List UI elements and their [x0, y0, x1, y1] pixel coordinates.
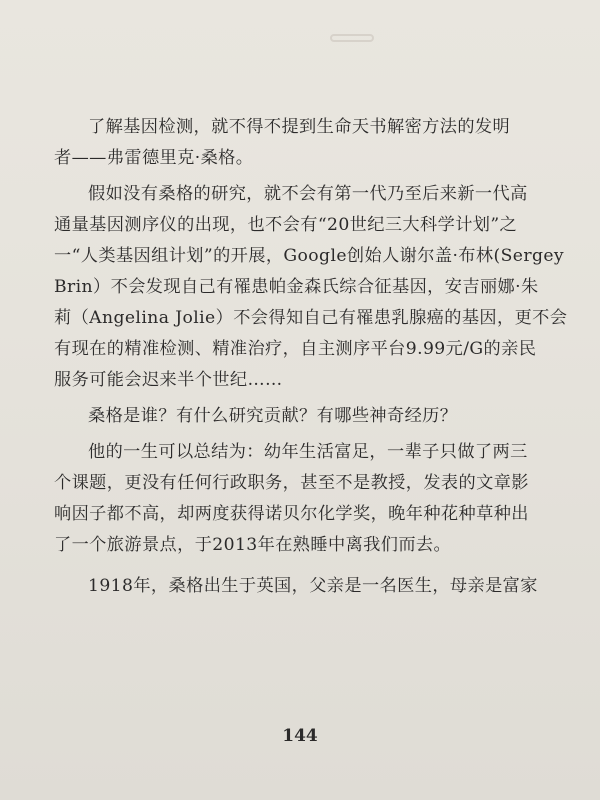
text-line: 一“人类基因组计划”的开展，Google创始人谢尔盖·布林(Sergey: [54, 246, 565, 266]
text-line: 了解基因检测，就不得不提到生命天书解密方法的发明: [88, 117, 511, 137]
text-line: 有现在的精准检测、精准治疗，自主测序平台9.99元/G的亲民: [54, 339, 537, 359]
text-line: 个课题，更没有任何行政职务，甚至不是教授，发表的文章影: [54, 473, 529, 493]
text-line: 了一个旅游景点，于2013年在熟睡中离我们而去。: [54, 535, 452, 555]
page-number: 144: [282, 726, 318, 746]
bleed-through-chapter-mark: [330, 34, 374, 42]
text-line: 响因子都不高，却两度获得诺贝尔化学奖，晚年种花种草种出: [54, 504, 529, 524]
paragraph: [54, 401, 574, 432]
paragraph: [54, 437, 574, 561]
paragraph: [54, 571, 574, 602]
text-line: 通量基因测序仪的出现，也不会有“20世纪三大科学计划”之: [54, 215, 518, 235]
text-line: 者——弗雷德里克·桑格。: [54, 148, 254, 168]
paragraph: [54, 179, 574, 396]
text-line: 他的一生可以总结为：幼年生活富足，一辈子只做了两三: [88, 442, 528, 462]
text-line: 1918年，桑格出生于英国，父亲是一名医生，母亲是富家: [88, 576, 538, 596]
paragraph: [54, 112, 574, 174]
text-line: 桑格是谁？有什么研究贡献？有哪些神奇经历？: [88, 406, 458, 426]
text-line: 假如没有桑格的研究，就不会有第一代乃至后来新一代高: [88, 184, 528, 204]
text-line: 服务可能会迟来半个世纪……: [54, 370, 283, 390]
body-text: [54, 112, 574, 602]
text-line: 莉（Angelina Jolie）不会得知自己有罹患乳腺癌的基因，更不会: [54, 308, 568, 328]
text-line: Brin）不会发现自己有罹患帕金森氏综合征基因，安吉丽娜·朱: [54, 277, 539, 297]
